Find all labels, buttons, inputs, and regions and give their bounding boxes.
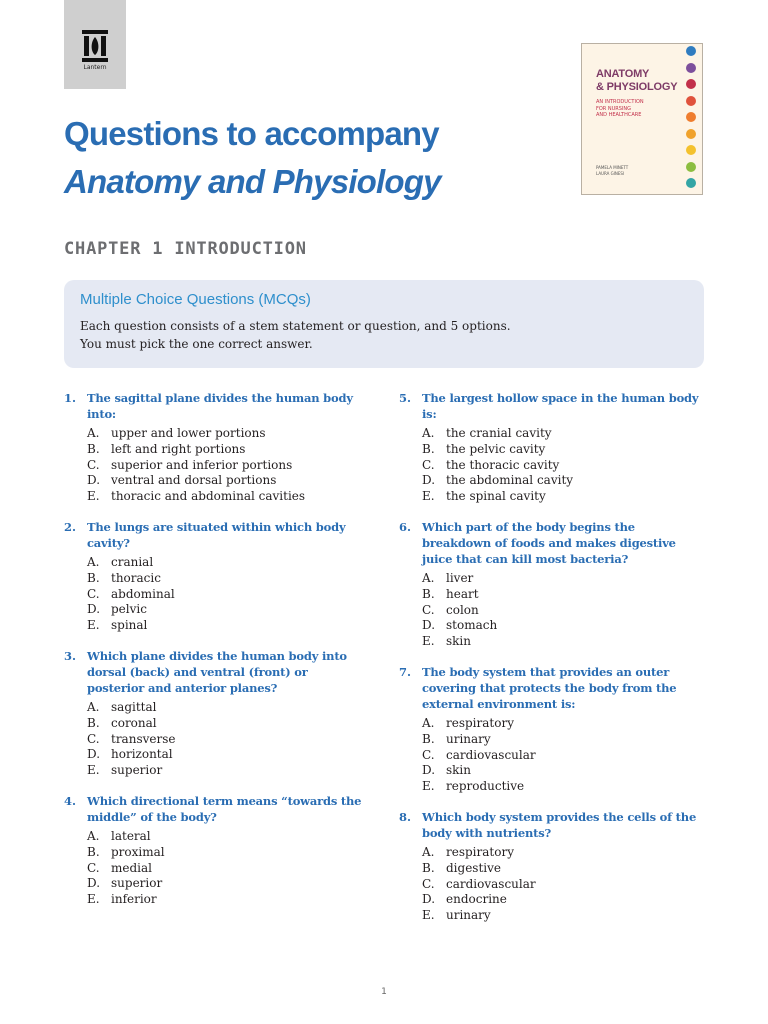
option-list	[422, 845, 699, 924]
page-title-line2: Anatomy and Physiology	[64, 163, 441, 200]
option-text: superior	[111, 876, 163, 891]
option-item	[87, 587, 364, 603]
cover-subtitle: AN INTRODUCTION FOR NURSING AND HEALTHCARE	[596, 99, 644, 118]
option-text: cardiovascular	[446, 876, 536, 891]
question-number: 8.	[399, 809, 412, 824]
option-item	[422, 763, 699, 779]
option-text: colon	[446, 602, 479, 617]
question-stem: Which directional term means “towards the middle” of the body?	[87, 793, 362, 824]
mcq-info-text	[80, 317, 688, 353]
option-letter: A.	[87, 554, 100, 569]
question-item	[64, 793, 364, 908]
option-letter: D.	[87, 473, 101, 488]
cover-dot-icon	[686, 129, 696, 139]
cover-dot-icon	[686, 178, 696, 188]
option-text: left and right portions	[111, 441, 246, 456]
page-title-line1: Questions to accompany	[64, 115, 439, 152]
option-letter: A.	[422, 570, 435, 585]
option-letter: C.	[422, 602, 435, 617]
page-number: 1	[381, 987, 387, 997]
cover-dot-icon	[686, 79, 696, 89]
option-item	[87, 489, 364, 505]
option-list	[422, 571, 699, 650]
option-item	[422, 877, 699, 893]
option-letter: E.	[87, 892, 100, 907]
option-letter: C.	[422, 747, 435, 762]
option-text: the spinal cavity	[446, 489, 546, 504]
option-text: medial	[111, 860, 152, 875]
question-item	[399, 809, 699, 924]
cover-dot-icon	[686, 46, 696, 56]
logo-text: Lantern	[83, 64, 107, 71]
option-letter: B.	[87, 844, 100, 859]
option-item	[422, 779, 699, 795]
option-text: cranial	[111, 554, 154, 569]
option-text: heart	[446, 586, 479, 601]
option-letter: D.	[422, 892, 436, 907]
option-text: respiratory	[446, 715, 514, 730]
question-number: 5.	[399, 391, 412, 405]
cover-dot-icon	[686, 145, 696, 155]
option-item	[422, 748, 699, 764]
question-item	[399, 519, 699, 650]
cover-dot-icon	[686, 63, 696, 73]
option-text: horizontal	[111, 747, 173, 762]
option-item	[87, 716, 364, 732]
cover-dot-icon	[686, 162, 696, 172]
option-item	[422, 473, 699, 489]
option-letter: A.	[87, 426, 100, 440]
question-stem: The body system that provides an outer covering that protects the body from the external environment is:	[422, 664, 677, 711]
option-letter: E.	[422, 908, 435, 923]
option-item	[87, 732, 364, 748]
option-letter: B.	[87, 570, 100, 585]
option-letter: C.	[422, 457, 435, 472]
option-item	[422, 587, 699, 603]
lantern-logo-icon	[80, 30, 110, 62]
question-number: 4.	[64, 793, 77, 808]
option-letter: A.	[422, 844, 435, 859]
option-text: the thoracic cavity	[446, 457, 560, 472]
option-text: ventral and dorsal portions	[111, 473, 277, 488]
option-item	[422, 908, 699, 924]
option-text: liver	[446, 570, 474, 585]
option-text: urinary	[446, 908, 491, 923]
question-item	[64, 648, 364, 779]
option-list	[422, 426, 699, 505]
option-letter: D.	[422, 763, 436, 778]
option-item	[422, 634, 699, 650]
mcq-info-line: Each question consists of a stem statement or question, and 5 options.	[80, 319, 511, 333]
option-list	[87, 829, 364, 908]
option-text: skin	[446, 763, 471, 778]
option-letter: B.	[87, 441, 100, 456]
option-list	[87, 426, 364, 505]
question-stem: Which plane divides the human body into dorsal (back) and ventral (front) or posterior and anterior planes?	[87, 648, 347, 695]
option-letter: A.	[87, 699, 100, 714]
option-item	[87, 763, 364, 779]
question-item	[64, 519, 364, 634]
option-item	[422, 618, 699, 634]
question-number: 7.	[399, 664, 412, 679]
option-item	[87, 618, 364, 634]
option-letter: C.	[87, 731, 100, 746]
option-text: superior	[111, 763, 163, 778]
option-text: stomach	[446, 618, 498, 633]
option-text: sagittal	[111, 699, 157, 714]
option-text: pelvic	[111, 602, 147, 617]
option-letter: B.	[422, 860, 435, 875]
question-stem: The largest hollow space in the human body is:	[422, 391, 699, 421]
option-item	[87, 845, 364, 861]
cover-authors: PAMELA MINETT LAURA GINESI	[596, 165, 629, 176]
question-item	[399, 390, 699, 505]
cover-dot-icon	[686, 112, 696, 122]
option-item	[422, 861, 699, 877]
option-list	[87, 555, 364, 634]
option-text: upper and lower portions	[111, 426, 266, 440]
questions-column-left	[64, 390, 364, 922]
option-item	[87, 747, 364, 763]
option-text: thoracic	[111, 570, 161, 585]
option-text: respiratory	[446, 844, 514, 859]
option-letter: C.	[87, 457, 100, 472]
mcq-info-line: You must pick the one correct answer.	[80, 337, 313, 351]
option-text: thoracic and abdominal cavities	[111, 489, 306, 504]
option-letter: A.	[87, 828, 100, 843]
option-item	[87, 442, 364, 458]
questions-column-right	[399, 390, 699, 938]
option-item	[87, 829, 364, 845]
mcq-info-box	[64, 280, 704, 368]
option-text: skin	[446, 634, 471, 649]
option-item	[422, 458, 699, 474]
option-item	[422, 892, 699, 908]
option-item	[87, 571, 364, 587]
option-letter: E.	[422, 489, 435, 504]
option-letter: D.	[87, 876, 101, 891]
option-text: the pelvic cavity	[446, 441, 546, 456]
option-item	[422, 426, 699, 442]
option-letter: B.	[422, 586, 435, 601]
question-number: 1.	[64, 391, 77, 405]
option-item	[87, 700, 364, 716]
option-letter: A.	[422, 715, 435, 730]
option-letter: C.	[87, 586, 100, 601]
option-letter: D.	[87, 602, 101, 617]
option-letter: E.	[422, 634, 435, 649]
question-stem: The lungs are situated within which body cavity?	[87, 519, 346, 550]
option-item	[87, 876, 364, 892]
question-item	[399, 664, 699, 795]
option-text: superior and inferior portions	[111, 457, 293, 472]
mcq-info-title: Multiple Choice Questions (MCQs)	[80, 291, 311, 308]
option-letter: C.	[87, 860, 100, 875]
cover-dot-icon	[686, 96, 696, 106]
option-item	[422, 442, 699, 458]
option-item	[87, 861, 364, 877]
option-item	[87, 892, 364, 908]
option-item	[422, 603, 699, 619]
option-text: digestive	[446, 860, 502, 875]
option-letter: E.	[87, 489, 100, 504]
option-letter: B.	[87, 715, 100, 730]
option-item	[422, 845, 699, 861]
question-stem: The sagittal plane divides the human body into:	[87, 391, 353, 421]
option-text: spinal	[111, 618, 148, 633]
option-letter: C.	[422, 876, 435, 891]
question-number: 3.	[64, 648, 77, 663]
option-letter: E.	[87, 618, 100, 633]
option-item	[87, 458, 364, 474]
option-text: the cranial cavity	[446, 426, 552, 440]
option-letter: D.	[422, 473, 436, 488]
option-item	[422, 489, 699, 505]
question-stem: Which part of the body begins the breakdown of foods and makes digestive juice that can kill most bacteria?	[422, 519, 676, 566]
option-letter: E.	[87, 763, 100, 778]
option-text: urinary	[446, 731, 491, 746]
option-text: lateral	[111, 828, 151, 843]
option-letter: B.	[422, 731, 435, 746]
option-letter: B.	[422, 441, 435, 456]
option-text: transverse	[111, 731, 176, 746]
option-text: inferior	[111, 892, 157, 907]
book-cover	[581, 43, 703, 195]
option-item	[87, 426, 364, 442]
option-item	[422, 732, 699, 748]
question-stem: Which body system provides the cells of the body with nutrients?	[422, 809, 697, 840]
option-item	[87, 473, 364, 489]
option-text: abdominal	[111, 586, 175, 601]
option-item	[87, 555, 364, 571]
option-letter: D.	[87, 747, 101, 762]
question-number: 2.	[64, 519, 77, 534]
cover-icon-strip	[686, 46, 698, 195]
option-letter: D.	[422, 618, 436, 633]
question-number: 6.	[399, 519, 412, 534]
chapter-heading: CHAPTER 1 INTRODUCTION	[64, 239, 307, 259]
option-item	[422, 716, 699, 732]
option-letter: A.	[422, 426, 435, 440]
option-text: coronal	[111, 715, 157, 730]
option-text: proximal	[111, 844, 165, 859]
option-text: the abdominal cavity	[446, 473, 574, 488]
option-text: endocrine	[446, 892, 507, 907]
option-letter: E.	[422, 779, 435, 794]
cover-title: ANATOMY & PHYSIOLOGY	[596, 68, 678, 93]
question-item	[64, 390, 364, 505]
option-text: cardiovascular	[446, 747, 536, 762]
option-text: reproductive	[446, 779, 525, 794]
option-list	[422, 716, 699, 795]
option-item	[422, 571, 699, 587]
publisher-logo	[64, 0, 126, 89]
option-item	[87, 602, 364, 618]
option-list	[87, 700, 364, 779]
